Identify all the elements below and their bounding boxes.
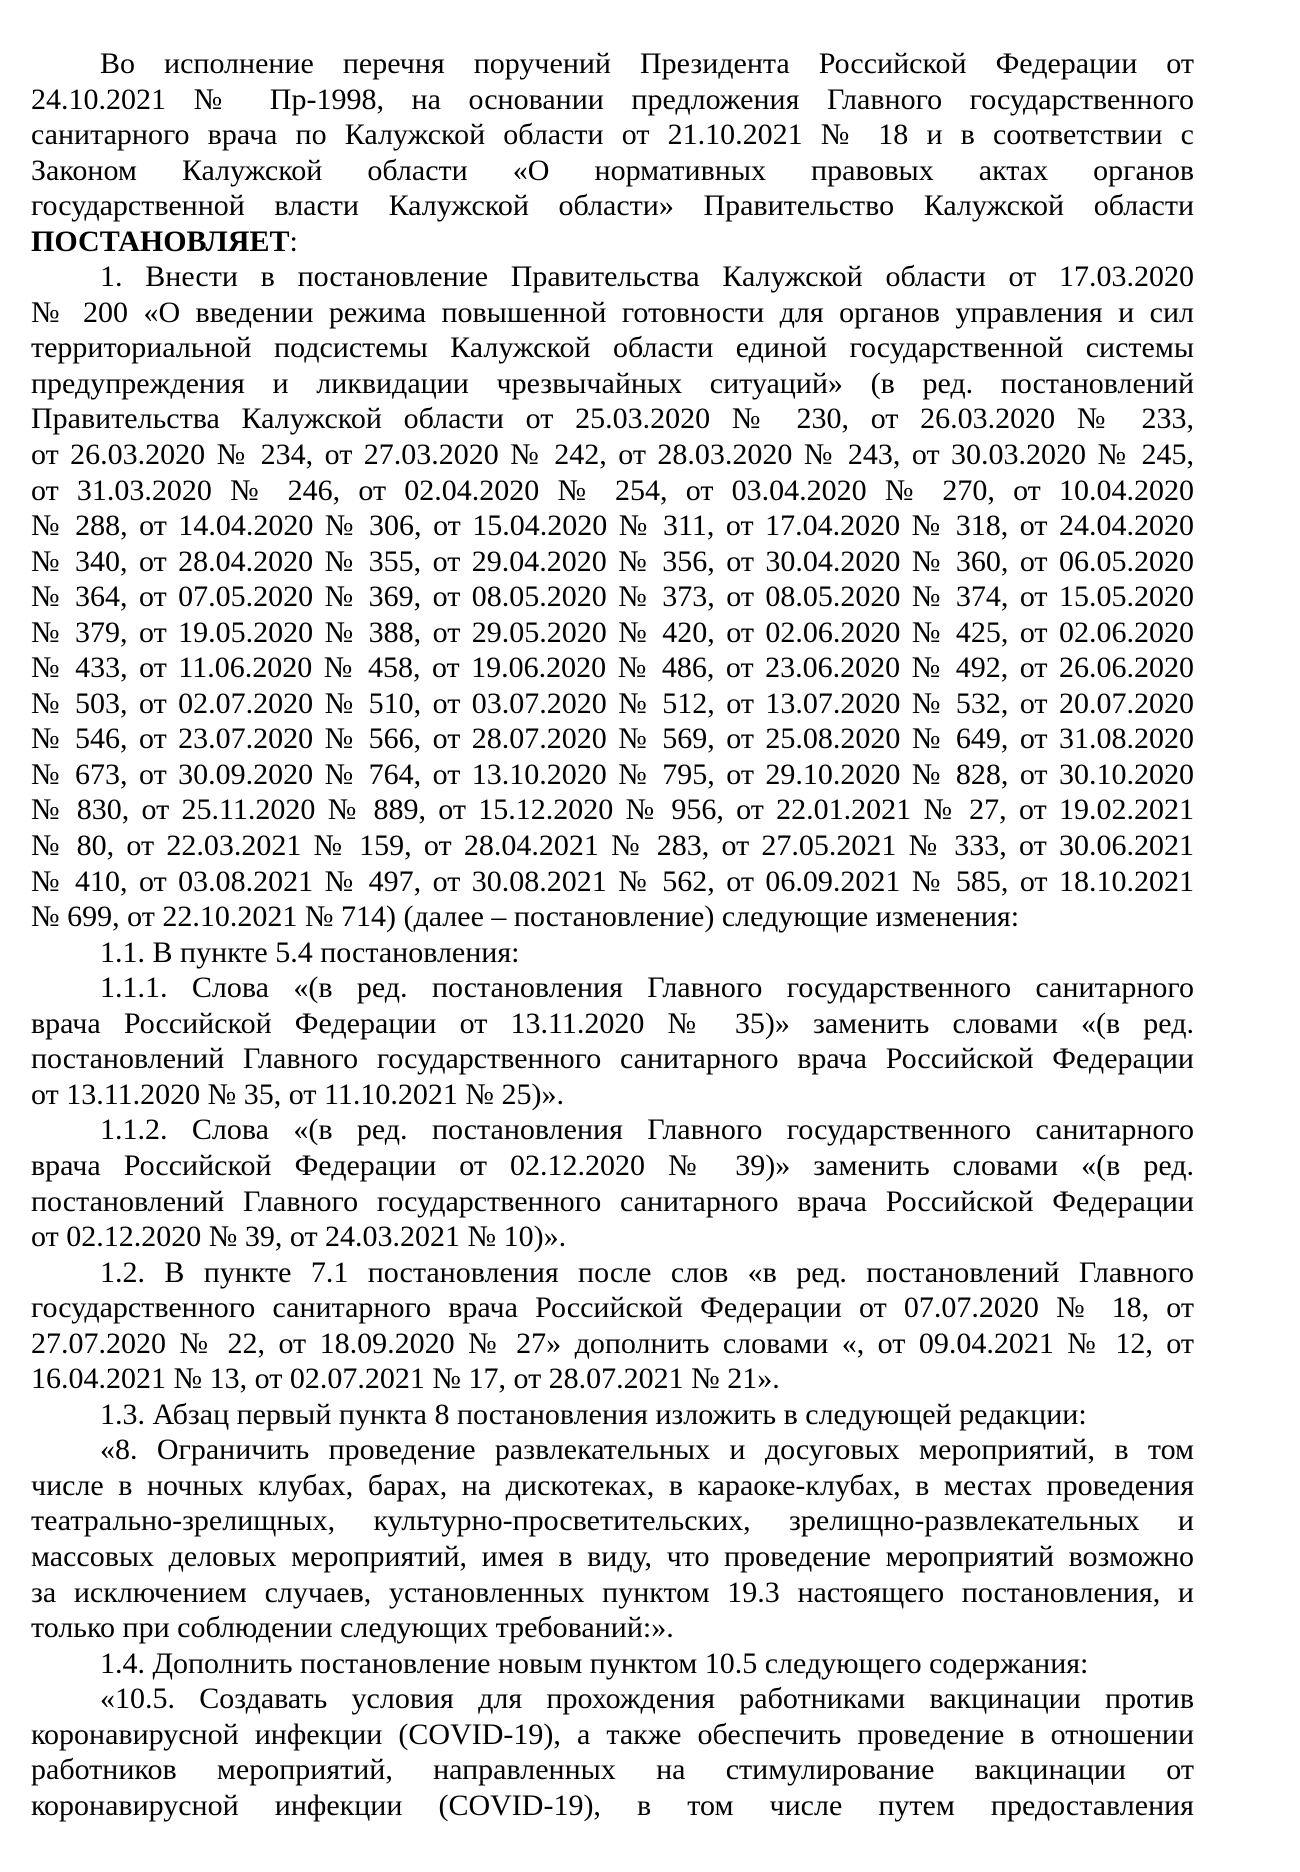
text-line: постановлений Главного государственного санитарного врача Российской Федерации <box>31 1184 1194 1218</box>
text-line: врача Российской Федерации от 02.12.2020 № 39)» заменить словами «(в ред. <box>31 1148 1194 1182</box>
text-line: государственной власти Калужской области» Правительство Калужской области <box>31 189 1194 223</box>
text-line: № 200 «О введении режима повышенной готовности для органов управления и сил <box>31 295 1194 329</box>
item-1-2-paragraph <box>31 1255 1194 1397</box>
item-1-1-paragraph <box>31 935 1194 971</box>
preamble-paragraph <box>31 46 1194 259</box>
resolve-word: ПОСТАНОВЛЯЕТ <box>31 224 290 258</box>
text-line: «8. Ограничить проведение развлекательных и досуговых мероприятий, в том <box>100 1433 1194 1467</box>
text-line: 1.1. В пункте 5.4 постановления: <box>100 935 520 969</box>
text-line <box>31 224 1194 260</box>
text-line: числе в ночных клубах, барах, на дискотеках, в караоке-клубах, в местах проведения <box>31 1468 1194 1502</box>
text-line: коронавирусной инфекции (COVID-19), а также обеспечить проведение в отношении <box>31 1717 1194 1751</box>
document-page <box>31 46 1194 1823</box>
text-line: постановлений Главного государственного санитарного врача Российской Федерации <box>31 1042 1194 1076</box>
text-line: 27.07.2020 № 22, от 18.09.2020 № 27» дополнить словами «, от 09.04.2021 № 12, от <box>31 1326 1194 1360</box>
text-line: Законом Калужской области «О нормативных правовых актах органов <box>31 153 1194 187</box>
text-line: № 340, от 28.04.2020 № 355, от 29.04.2020 № 356, от 30.04.2020 № 360, от 06.05.2020 <box>31 544 1194 578</box>
text-line: Правительства Калужской области от 25.03.2020 № 230, от 26.03.2020 № 233, <box>31 402 1194 436</box>
text-line: № 546, от 23.07.2020 № 566, от 28.07.2020 № 569, от 25.08.2020 № 649, от 31.08.2020 <box>31 722 1194 756</box>
text-line: врача Российской Федерации от 13.11.2020 № 35)» заменить словами «(в ред. <box>31 1006 1194 1040</box>
text-line: от 13.11.2020 № 35, от 11.10.2021 № 25)». <box>31 1077 564 1111</box>
text-line: № 288, от 14.04.2020 № 306, от 15.04.2020 № 311, от 17.04.2020 № 318, от 24.04.2020 <box>31 509 1194 543</box>
text-line: № 673, от 30.09.2020 № 764, от 13.10.2020 № 795, от 29.10.2020 № 828, от 30.10.2020 <box>31 757 1194 791</box>
text-line: от 26.03.2020 № 234, от 27.03.2020 № 242, от 28.03.2020 № 243, от 30.03.2020 № 245, <box>31 438 1194 472</box>
text-line: № 364, от 07.05.2020 № 369, от 08.05.2020 № 373, от 08.05.2020 № 374, от 15.05.2020 <box>31 580 1194 614</box>
text-line: Во исполнение перечня поручений Президента Российской Федерации от <box>100 47 1194 80</box>
text-line: № 433, от 11.06.2020 № 458, от 19.06.2020 № 486, от 23.06.2020 № 492, от 26.06.2020 <box>31 651 1194 685</box>
text-line: 16.04.2021 № 13, от 02.07.2021 № 17, от 28.07.2021 № 21». <box>31 1362 780 1396</box>
text-line: предупреждения и ликвидации чрезвычайных ситуаций» (в ред. постановлений <box>31 366 1194 400</box>
text-line: от 31.03.2020 № 246, от 02.04.2020 № 254, от 03.04.2020 № 270, от 10.04.2020 <box>31 473 1194 507</box>
text-line: 1.1.1. Слова «(в ред. постановления Главного государственного санитарного <box>100 971 1194 1005</box>
text-line: № 379, от 19.05.2020 № 388, от 29.05.2020 № 420, от 02.06.2020 № 425, от 02.06.2020 <box>31 615 1194 649</box>
text-line: № 699, от 22.10.2021 № 714) (далее – постановление) следующие изменения: <box>31 900 1020 934</box>
item-1-3-paragraph <box>31 1397 1194 1433</box>
clause-8-paragraph <box>31 1432 1194 1645</box>
item-1-1-2-paragraph <box>31 1112 1194 1254</box>
item-1-paragraph <box>31 259 1194 934</box>
text-line: коронавирусной инфекции (COVID-19), в том числе путем предоставления <box>31 1788 1194 1822</box>
text-line: только при соблюдении следующих требований:». <box>31 1611 674 1645</box>
text-line: работников мероприятий, направленных на стимулирование вакцинации от <box>31 1753 1194 1787</box>
item-1-4-paragraph <box>31 1646 1194 1682</box>
text-line: 1.2. В пункте 7.1 постановления после слов «в ред. постановлений Главного <box>100 1255 1194 1289</box>
text-line: 24.10.2021 № Пр-1998, на основании предложения Главного государственного <box>31 82 1194 116</box>
text-line: 1.1.2. Слова «(в ред. постановления Главного государственного санитарного <box>100 1113 1194 1147</box>
text-line: 1.4. Дополнить постановление новым пунктом 10.5 следующего содержания: <box>100 1646 1089 1680</box>
text-line: № 410, от 03.08.2021 № 497, от 30.08.2021 № 562, от 06.09.2021 № 585, от 18.10.2021 <box>31 864 1194 898</box>
item-1-1-1-paragraph <box>31 970 1194 1112</box>
text-line: № 830, от 25.11.2020 № 889, от 15.12.2020 № 956, от 22.01.2021 № 27, от 19.02.2021 <box>31 793 1194 827</box>
text-line: за исключением случаев, установленных пунктом 19.3 настоящего постановления, и <box>31 1575 1194 1609</box>
text-line: территориальной подсистемы Калужской области единой государственной системы <box>31 331 1194 365</box>
text-line: государственного санитарного врача Российской Федерации от 07.07.2020 № 18, от <box>31 1291 1194 1325</box>
text-line: театрально-зрелищных, культурно-просветительских, зрелищно-развлекательных и <box>31 1504 1194 1538</box>
text-line: 1.3. Абзац первый пункта 8 постановления изложить в следующей редакции: <box>100 1397 1087 1431</box>
resolve-punct: : <box>289 224 298 258</box>
text-line: 1. Внести в постановление Правительства Калужской области от 17.03.2020 <box>100 260 1194 294</box>
text-line: от 02.12.2020 № 39, от 24.03.2021 № 10)». <box>31 1220 567 1254</box>
text-line: санитарного врача по Калужской области от 21.10.2021 № 18 и в соответствии с <box>31 118 1194 152</box>
text-line: № 80, от 22.03.2021 № 159, от 28.04.2021 № 283, от 27.05.2021 № 333, от 30.06.2021 <box>31 829 1194 863</box>
text-line: массовых деловых мероприятий, имея в виду, что проведение мероприятий возможно <box>31 1539 1194 1573</box>
text-line: «10.5. Создавать условия для прохождения работниками вакцинации против <box>100 1682 1194 1716</box>
text-line: № 503, от 02.07.2020 № 510, от 03.07.2020 № 512, от 13.07.2020 № 532, от 20.07.2020 <box>31 686 1194 720</box>
clause-10-5-paragraph <box>31 1681 1194 1823</box>
